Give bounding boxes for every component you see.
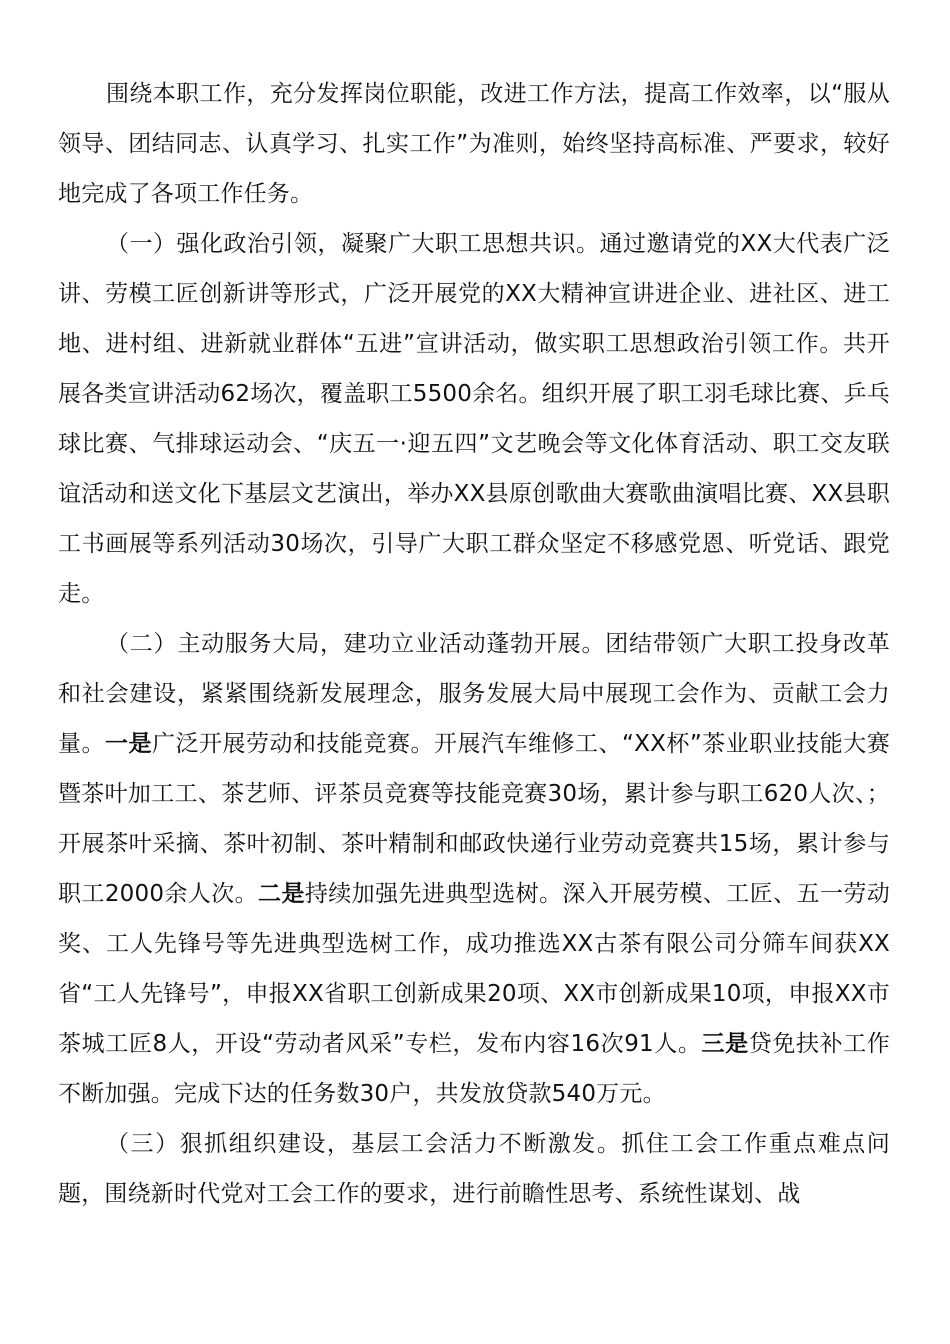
keyword-third: 三是	[701, 1031, 749, 1057]
keyword-second: 二是	[258, 881, 305, 907]
paragraph-text: 广泛开展劳动和技能竞赛。开展汽车维修工、“XX杯”茶业职业技能大赛暨茶叶加工工、茶艺师、评茶员竞赛等技能竞赛30场，累计参与职工620人次、；开展茶叶采摘、茶叶初制、茶叶精制和邮政快递行业劳动竞赛共15场，累计参与职工2000余人次。	[58, 731, 891, 907]
paragraph-text: （二）主动服务大局，建功立业活动蓬勃开展。团结带领广大职工投身改革和社会建设，紧紧围绕新发展理念，服务发展大局中展现工会作为、贡献工会力量。	[58, 631, 890, 757]
paragraph-section-2	[58, 619, 890, 1119]
keyword-first: 一是	[105, 731, 153, 757]
document-body	[58, 69, 890, 1219]
paragraph-section-3	[58, 1119, 890, 1219]
paragraph-intro	[58, 69, 890, 219]
paragraph-text: （一）强化政治引领，凝聚广大职工思想共识。通过邀请党的XX大代表广泛讲、劳模工匠创新讲等形式，广泛开展党的XX大精神宣讲进企业、进社区、进工地、进村组、进新就业群体“五进”宣讲活动，做实职工思想政治引领工作。共开展各类宣讲活动62场次，覆盖职工5500余名。组织开展了职工羽毛球比赛、乒乓球比赛、气排球运动会、“庆五一·迎五四”文艺晚会等文化体育活动、职工交友联谊活动和送文化下基层文艺演出，举办XX县原创歌曲大赛歌曲演唱比赛、XX县职工书画展等系列活动30场次，引导广大职工群众坚定不移感党恩、听党话、跟党走。	[58, 231, 890, 607]
paragraph-section-1	[58, 219, 890, 619]
paragraph-text: 贷免扶补工作不断加强。完成下达的任务数30户，共发放贷款540万元。	[58, 1031, 891, 1107]
paragraph-text: （三）狠抓组织建设，基层工会活力不断激发。抓住工会工作重点难点问题，围绕新时代党对工会工作的要求，进行前瞻性思考、系统性谋划、战	[58, 1131, 890, 1207]
paragraph-text: 围绕本职工作，充分发挥岗位职能，改进工作方法，提高工作效率，以“服从领导、团结同志、认真学习、扎实工作”为准则，始终坚持高标准、严要求，较好地完成了各项工作任务。	[58, 81, 890, 207]
paragraph-text: 持续加强先进典型选树。深入开展劳模、工匠、五一劳动奖、工人先锋号等先进典型选树工作，成功推选XX古茶有限公司分筛车间获XX省“工人先锋号”，申报XX省职工创新成果20项、XX市创新成果10项，申报XX市茶城工匠8人，开设“劳动者风采”专栏，发布内容16次91人。	[58, 881, 890, 1057]
